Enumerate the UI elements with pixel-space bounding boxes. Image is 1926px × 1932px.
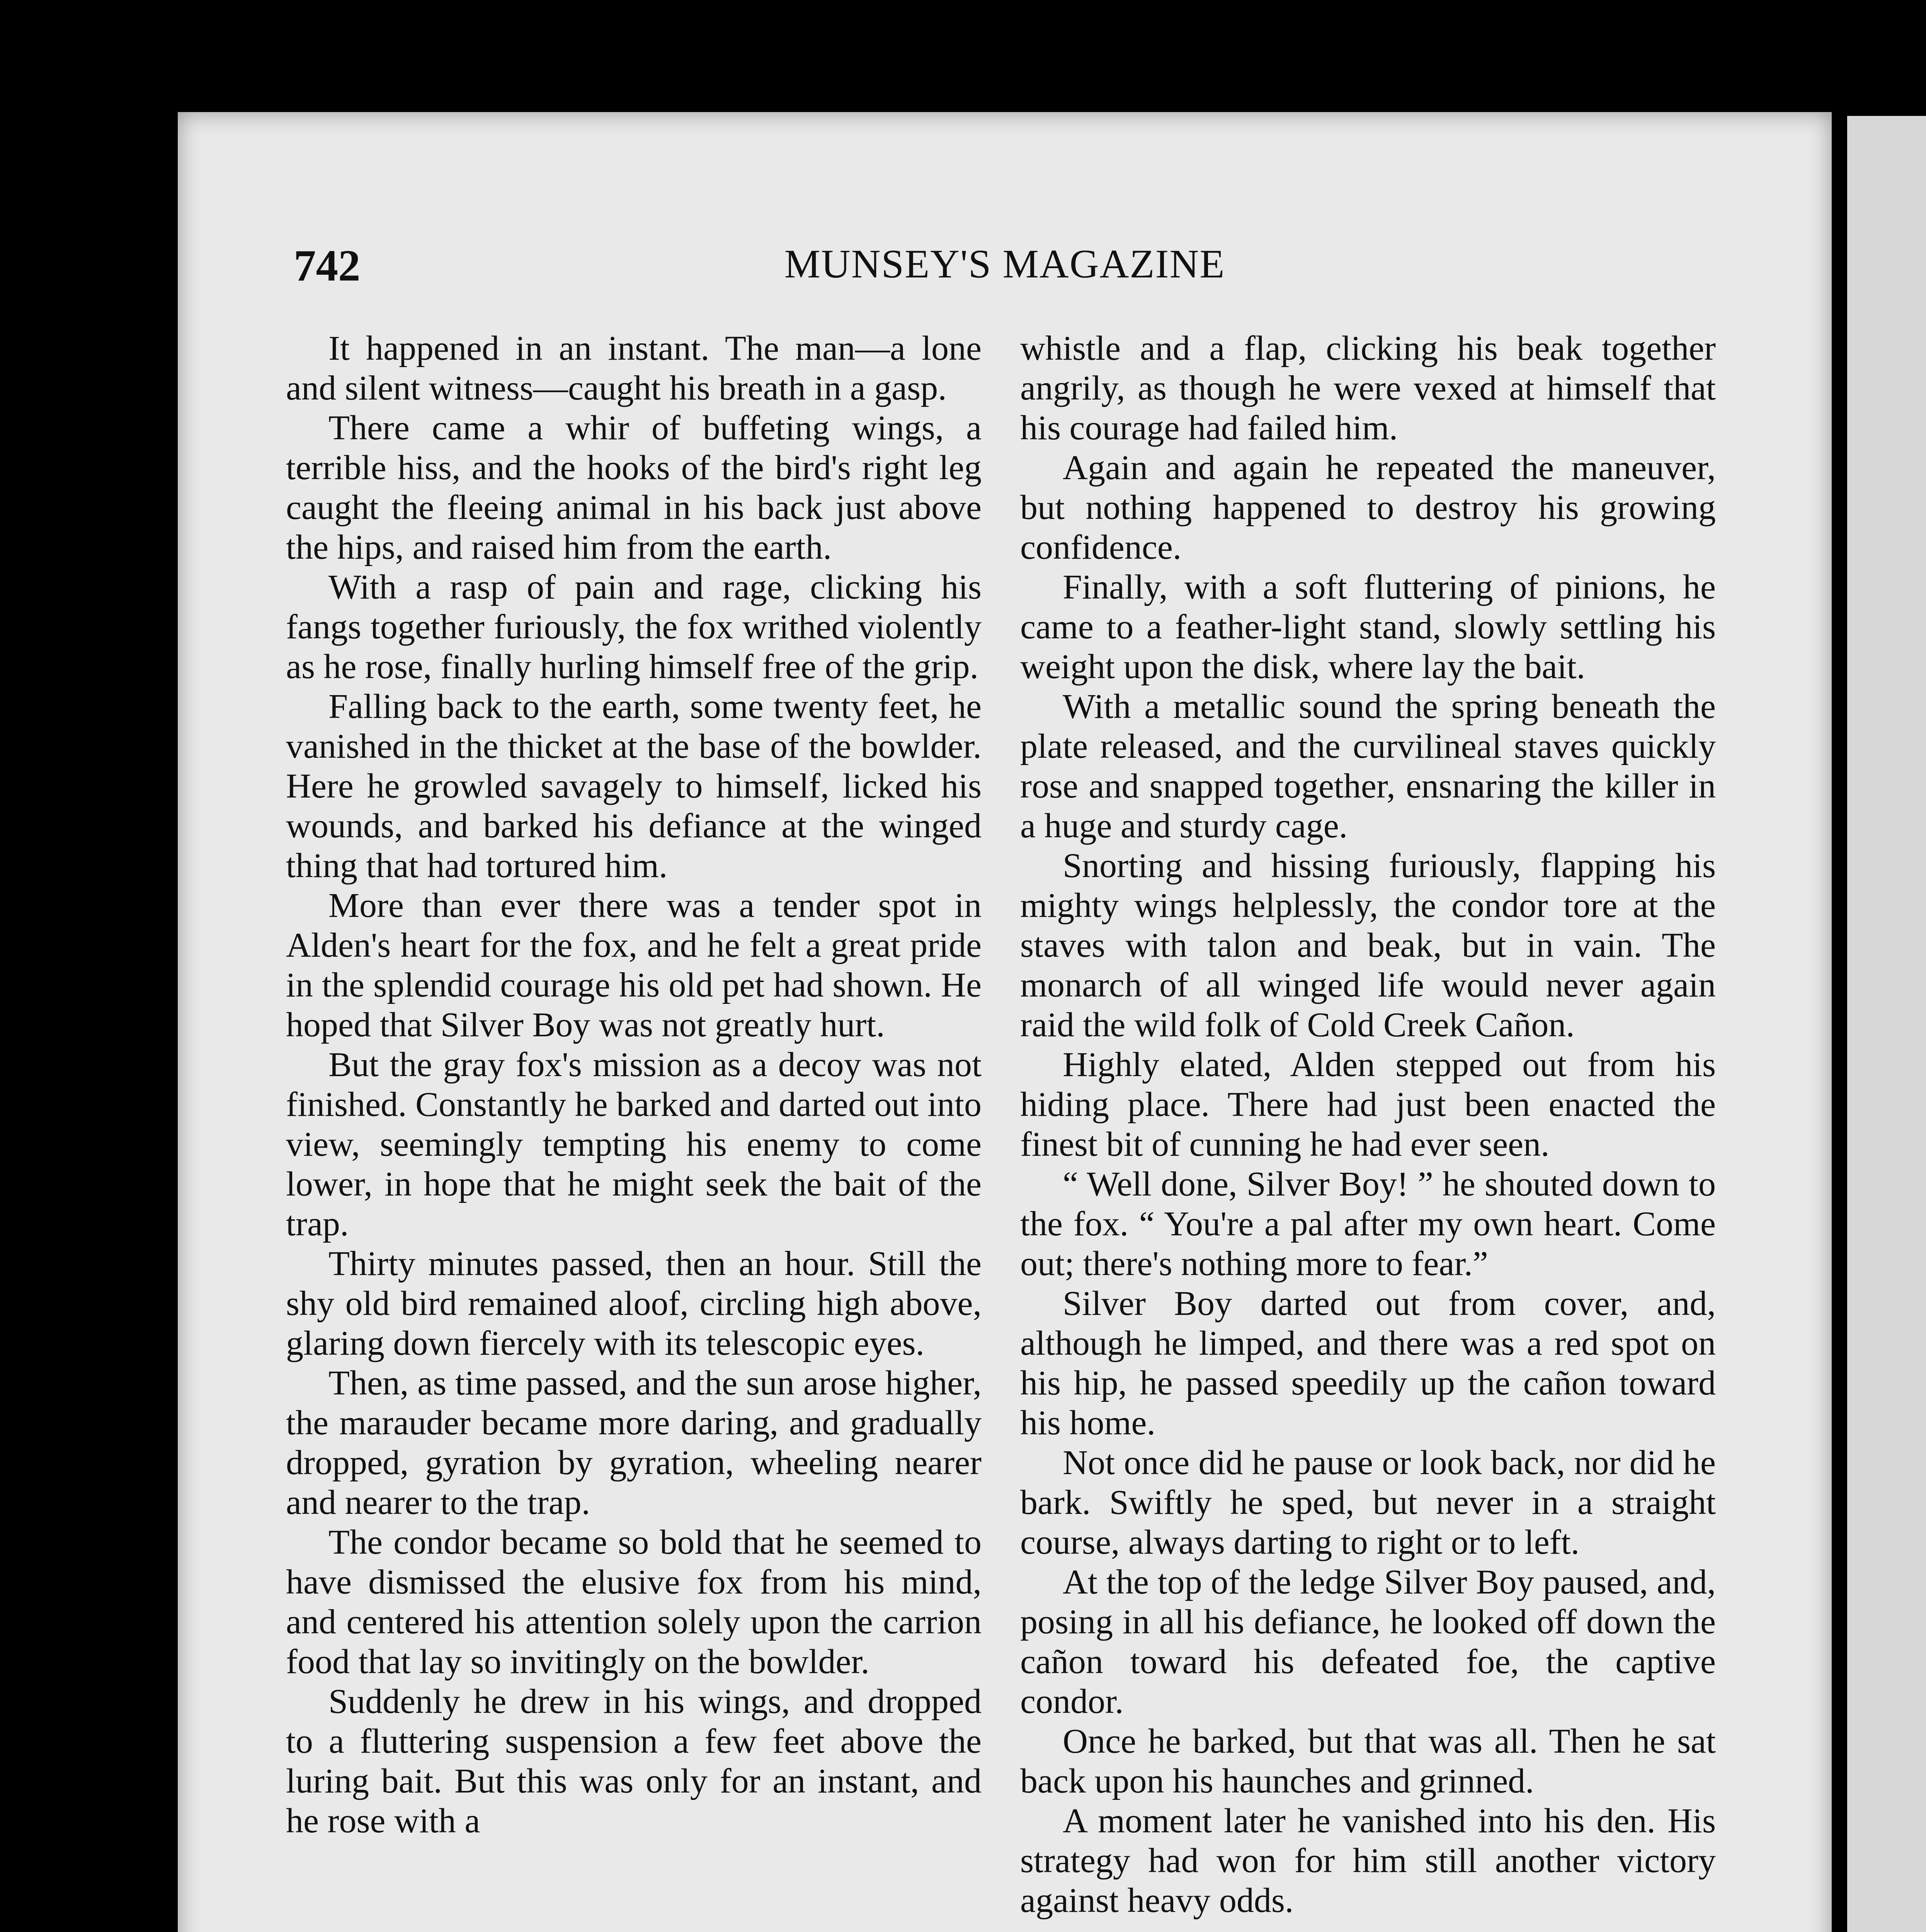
paragraph: There came a whir of buffeting wings, a terrible hiss, and the hooks of the bird's right leg caught the fleeing animal in his back just above the hips, and raised him from the earth. (286, 409, 982, 566)
paragraph: With a rasp of pain and rage, clicking his fangs together furiously, the fox writhed violently as he rose, finally hurling himself free of the grip. (286, 568, 982, 686)
paragraph: Snorting and hissing furiously, flapping his mighty wings helplessly, the condor tore at the staves with talon and beak, but in vain. The monarch of all winged life would never again raid the wild folk of Cold Creek Cañon. (1020, 847, 1716, 1044)
paragraph: But the gray fox's mission as a decoy was not finished. Constantly he barked and darted out into view, seemingly tempting his enemy to come lower, in hope that he might seek the bait of the trap. (286, 1046, 982, 1243)
paragraph: More than ever there was a tender spot in Alden's heart for the fox, and he felt a great pride in the splendid courage his old pet had shown. He hoped that Silver Boy was not greatly hurt. (286, 886, 982, 1044)
paragraph: Silver Boy darted out from cover, and, although he limped, and there was a red spot on his hip, he passed speedily up the cañon toward his home. (1020, 1284, 1716, 1442)
paragraph: Highly elated, Alden stepped out from his hiding place. There had just been enacted the finest bit of cunning he had ever seen. (1020, 1046, 1716, 1163)
paragraph: Suddenly he drew in his wings, and dropped to a fluttering suspension a few feet above the luring bait. But this was only for an instant, and he rose with a (286, 1682, 982, 1840)
page-number: 742 (294, 241, 361, 290)
running-head: MUNSEY'S MAGAZINE (784, 241, 1225, 286)
paragraph: It happened in an instant. The man—a lone and silent witness—caught his breath in a gasp. (286, 329, 982, 407)
right-column (1020, 328, 1716, 1920)
paragraph: Thirty minutes passed, then an hour. Still the shy old bird remained aloof, circling high above, glaring down fiercely with its telescopic eyes. (286, 1245, 982, 1362)
paragraph: At the top of the ledge Silver Boy paused, and, posing in all his defiance, he looked off down the cañon toward his defeated foe, the captive condor. (1020, 1563, 1716, 1721)
paragraph-continuation: whistle and a flap, clicking his beak together angrily, as though he were vexed at himself that his courage had failed him. (1020, 329, 1716, 447)
left-column (286, 328, 982, 1841)
paragraph: “ Well done, Silver Boy! ” he shouted down to the fox. “ You're a pal after my own heart. Come out; there's nothing more to fear.” (1020, 1165, 1716, 1283)
magazine-page (178, 112, 1832, 1932)
paragraph: Falling back to the earth, some twenty feet, he vanished in the thicket at the base of the bowlder. Here he growled savagely to himself, licked his wounds, and barked his defiance at the winged thing that had tortured him. (286, 687, 982, 885)
paragraph: Not once did he pause or look back, nor did he bark. Swiftly he sped, but never in a straight course, always darting to right or to left. (1020, 1444, 1716, 1561)
paragraph: Then, as time passed, and the sun arose higher, the marauder became more daring, and gradually dropped, gyration by gyration, wheeling nearer and nearer to the trap. (286, 1364, 982, 1522)
paragraph: Again and again he repeated the maneuver, but nothing happened to destroy his growing confidence. (1020, 449, 1716, 566)
facing-page-edge (1847, 116, 1926, 1932)
paragraph: A moment later he vanished into his den. His strategy had won for him still another victory against heavy odds. (1020, 1802, 1716, 1920)
paragraph: The condor became so bold that he seemed to have dismissed the elusive fox from his mind, and centered his attention solely upon the carrion food that lay so invitingly on the bowlder. (286, 1523, 982, 1681)
paragraph: Finally, with a soft fluttering of pinions, he came to a feather-light stand, slowly settling his weight upon the disk, where lay the bait. (1020, 568, 1716, 686)
paragraph: With a metallic sound the spring beneath the plate released, and the curvilineal staves quickly rose and snapped together, ensnaring the killer in a huge and sturdy cage. (1020, 687, 1716, 845)
paragraph: Once he barked, but that was all. Then he sat back upon his haunches and grinned. (1020, 1722, 1716, 1800)
